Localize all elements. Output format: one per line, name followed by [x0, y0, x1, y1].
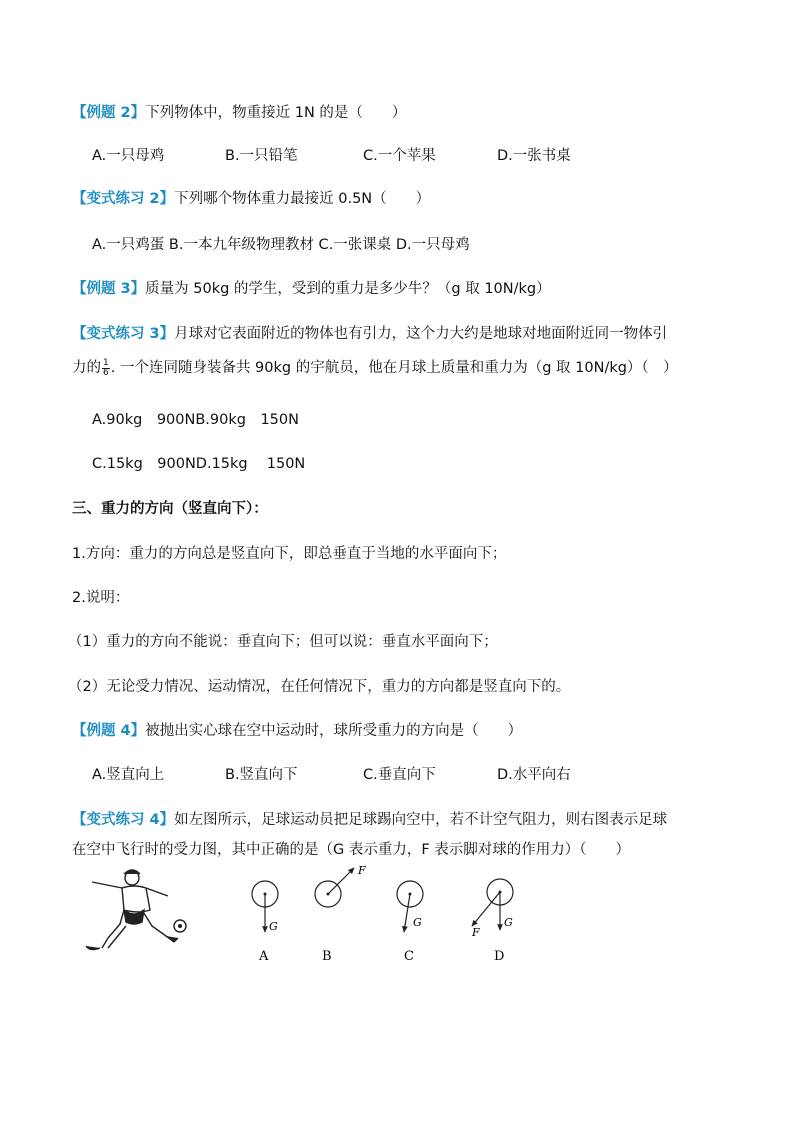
variant-4-question-line1 — [72, 810, 667, 830]
example-2-option-b: B.一只铅笔 — [225, 148, 298, 164]
example-4-option-c: C.垂直向下 — [363, 767, 436, 783]
example-3-tag: 【例题 3】 — [72, 281, 146, 297]
variant-3-options-ab: A.90kg 900NB.90kg 150N — [92, 412, 299, 428]
variant-3-tag: 【变式练习 3】 — [72, 326, 175, 342]
diagram-c — [397, 881, 423, 964]
variant-2-question — [72, 189, 430, 209]
example-4-option-a: A.竖直向上 — [92, 767, 165, 783]
example-2-text: 下列物体中，物重接近 1N 的是（ ） — [145, 105, 407, 121]
example-2-question — [72, 103, 406, 123]
variant-3-question-line2 — [72, 358, 678, 378]
variant-3-text-pre: 力的 — [72, 360, 101, 376]
example-4-tag: 【例题 4】 — [72, 723, 146, 739]
example-4-option-d: D.水平向右 — [497, 767, 571, 783]
variant-2-text: 下列哪个物体重力最接近 0.5N（ ） — [174, 191, 431, 207]
section-3-sub-2: （2）无论受力情况、运动情况，在任何情况下，重力的方向都是竖直向下的。 — [68, 679, 571, 695]
football-ball — [174, 920, 186, 932]
diagram-a-label: A — [259, 949, 269, 964]
football-player-illustration — [86, 870, 178, 950]
example-4-question — [72, 721, 522, 741]
diagram-d-label: D — [494, 949, 505, 964]
variant-2-options: A.一只鸡蛋 B.一本九年级物理教材 C.一张课桌 D.一只母鸡 — [92, 237, 470, 253]
example-4-text: 被抛出实心球在空中运动时，球所受重力的方向是（ ） — [145, 723, 523, 739]
diagram-a — [252, 881, 278, 964]
example-4-option-b: B.竖直向下 — [225, 767, 298, 783]
variant-3-options-cd: C.15kg 900ND.15kg 150N — [92, 456, 306, 472]
fraction-numerator: 1 — [103, 357, 109, 368]
fraction-one-sixth — [102, 359, 110, 378]
variant-3-question-line1 — [72, 324, 667, 344]
diagram-b-f-label: F — [358, 864, 366, 877]
diagram-a-g-label: G — [269, 920, 278, 933]
diagram-d-g-label: G — [504, 916, 513, 929]
diagram-b — [315, 864, 366, 964]
variant-3-text-line1: 月球对它表面附近的物体也有引力，这个力大约是地球对地面附近同一物体引 — [174, 326, 668, 342]
section-3-point-2: 2.说明： — [72, 590, 130, 606]
example-3-question — [72, 279, 551, 299]
diagram-d-f-label: F — [472, 926, 480, 939]
fraction-denominator: 6 — [103, 367, 109, 378]
example-2-option-d: D.一张书桌 — [497, 148, 571, 164]
example-3-text: 质量为 50kg 的学生，受到的重力是多少牛？（g 取 10N/kg） — [145, 281, 551, 297]
example-2-option-a: A.一只母鸡 — [92, 148, 165, 164]
variant-4-question-line2: 在空中飞行时的受力图，其中正确的是（G 表示重力，F 表示脚对球的作用力）（ ） — [72, 842, 631, 858]
diagram-c-g-label: G — [413, 916, 422, 929]
example-2-option-c: C.一个苹果 — [363, 148, 436, 164]
force-diagram-figure — [80, 864, 540, 972]
section-3-sub-1: （1）重力的方向不能说：垂直向下；但可以说：垂直水平面向下； — [68, 634, 498, 650]
diagram-b-label: B — [322, 949, 332, 964]
variant-3-text-post: . 一个连同随身装备共 90kg 的宇航员，他在月球上质量和重力为（g 取 10N/kg）（ ） — [110, 360, 678, 376]
diagram-c-label: C — [404, 949, 414, 964]
variant-2-tag: 【变式练习 2】 — [72, 191, 175, 207]
section-3-heading: 三、重力的方向（竖直向下）： — [72, 501, 268, 517]
variant-4-tag: 【变式练习 4】 — [72, 812, 175, 828]
section-3-point-1: 1.方向：重力的方向总是竖直向下，即总垂直于当地的水平面向下； — [72, 546, 507, 562]
diagram-d — [471, 879, 513, 964]
example-2-tag: 【例题 2】 — [72, 105, 146, 121]
variant-4-text-line1: 如左图所示，足球运动员把足球踢向空中，若不计空气阻力，则右图表示足球 — [174, 812, 668, 828]
